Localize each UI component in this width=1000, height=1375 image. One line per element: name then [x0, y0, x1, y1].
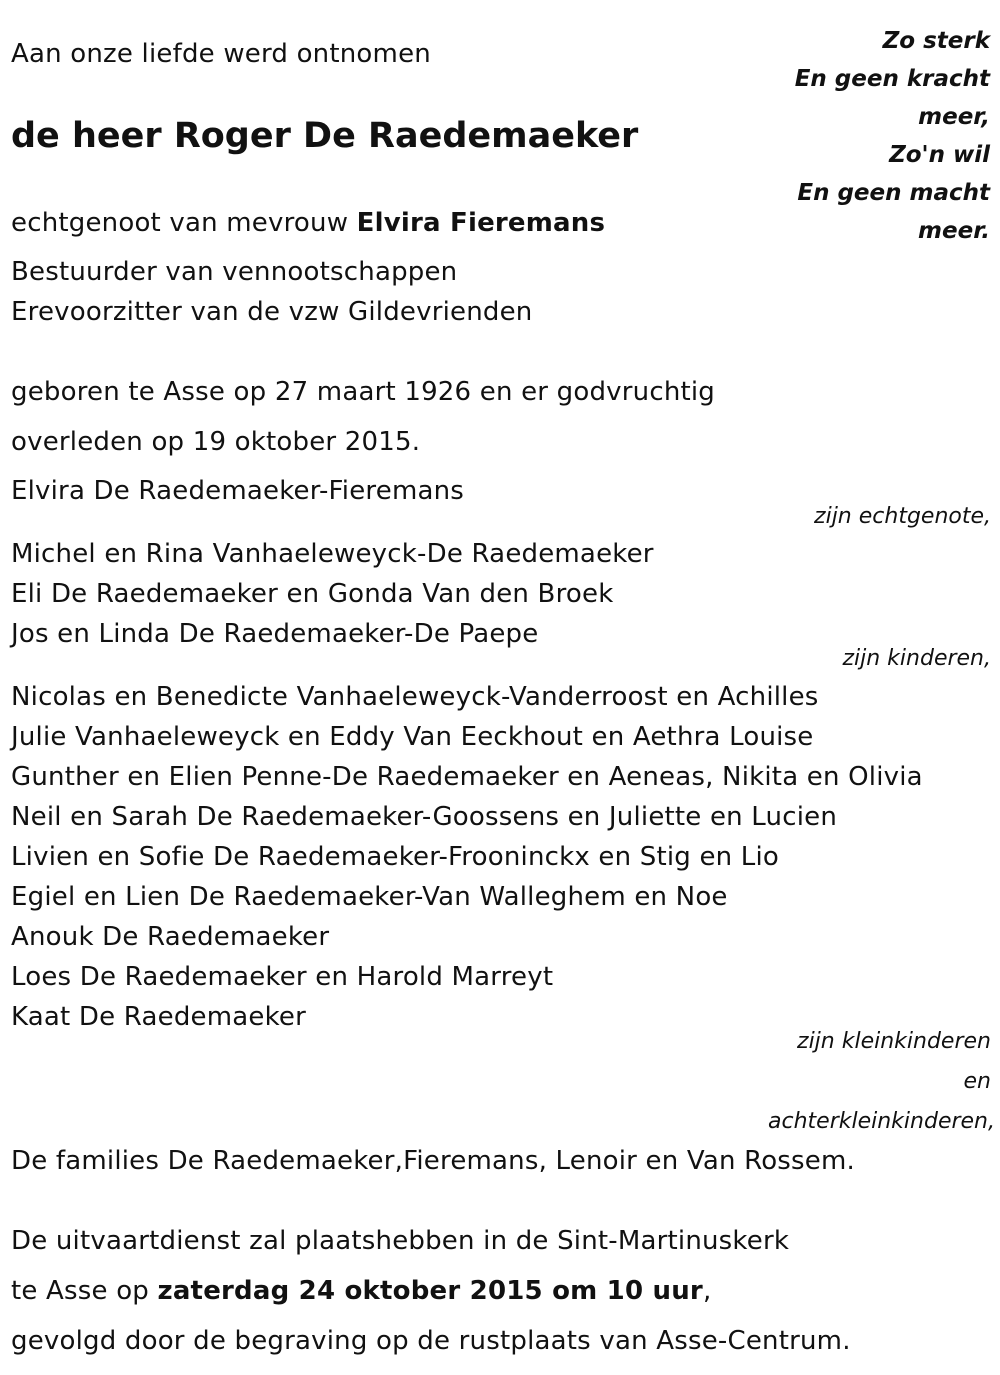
spouse-line — [11, 207, 605, 239]
grandchild-line: Nicolas en Benedicte Vanhaeleweyck-Vanderroost en Achilles — [11, 682, 819, 712]
service-prefix: te Asse op — [11, 1276, 150, 1306]
grandchild-line: Neil en Sarah De Raedemaeker-Goossens en Juliette en Lucien — [11, 802, 838, 832]
service-line — [11, 1275, 711, 1307]
spouse-prefix: echtgenoot van mevrouw — [11, 208, 349, 238]
role-line: Bestuurder van vennootschappen — [11, 257, 458, 287]
role-line: Erevoorzitter van de vzw Gildevrienden — [11, 297, 533, 327]
poem-line: meer. — [918, 218, 990, 244]
service-date: zaterdag 24 oktober 2015 om 10 uur — [157, 1276, 703, 1306]
grandchild-line: Gunther en Elien Penne-De Raedemaeker en Aeneas, Nikita en Olivia — [11, 762, 923, 792]
service-line: gevolgd door de begraving op de rustplaats van Asse-Centrum. — [11, 1326, 851, 1356]
poem-line: meer, — [918, 104, 990, 130]
poem-line: Zo sterk — [882, 28, 990, 54]
grandchildren-label: zijn kleinkinderen — [797, 1029, 991, 1054]
grandchild-line: Julie Vanhaeleweyck en Eddy Van Eeckhout en Aethra Louise — [11, 722, 814, 752]
service-line: De uitvaartdienst zal plaatshebben in de Sint-Martinuskerk — [11, 1226, 790, 1256]
service-suffix: , — [702, 1276, 712, 1306]
grandchild-line: Loes De Raedemaeker en Harold Marreyt — [11, 962, 554, 992]
grandchild-line: Livien en Sofie De Raedemaeker-Frooninckx en Stig en Lio — [11, 842, 780, 872]
poem-line: En geen kracht — [794, 66, 990, 92]
poem-line: En geen macht — [797, 180, 990, 206]
families-line: De families De Raedemaeker,Fieremans, Lenoir en Van Rossem. — [11, 1146, 855, 1176]
deceased-name-heading: de heer Roger De Raedemaeker — [11, 116, 639, 156]
grandchild-line: Egiel en Lien De Raedemaeker-Van Walleghem en Noe — [11, 882, 728, 912]
spouse-family: Elvira De Raedemaeker-Fieremans — [11, 476, 465, 506]
birth-line: geboren te Asse op 27 maart 1926 en er godvruchtig — [11, 377, 716, 407]
children-label: zijn kinderen, — [842, 646, 991, 671]
spouse-name: Elvira Fieremans — [356, 208, 606, 238]
child-line: Jos en Linda De Raedemaeker-De Paepe — [11, 619, 539, 649]
grandchildren-label: achterkleinkinderen, — [768, 1109, 995, 1134]
grandchild-line: Anouk De Raedemaeker — [11, 922, 330, 952]
intro-text: Aan onze liefde werd ontnomen — [11, 39, 431, 69]
poem-line: Zo'n wil — [889, 142, 990, 168]
grandchild-line: Kaat De Raedemaeker — [11, 1002, 306, 1032]
grandchildren-label: en — [963, 1069, 991, 1094]
poem — [730, 22, 990, 250]
child-line: Eli De Raedemaeker en Gonda Van den Broek — [11, 579, 614, 609]
death-line: overleden op 19 oktober 2015. — [11, 427, 421, 457]
child-line: Michel en Rina Vanhaeleweyck-De Raedemaeker — [11, 539, 654, 569]
spouse-label: zijn echtgenote, — [814, 504, 991, 529]
